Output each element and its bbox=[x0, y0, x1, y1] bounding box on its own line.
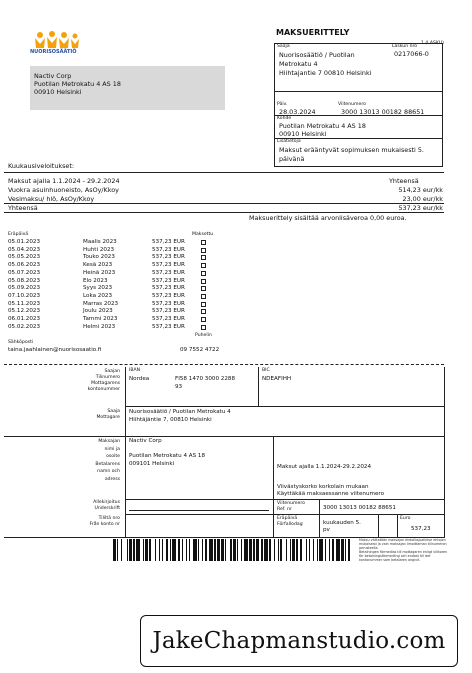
charges-total-label: Yhteensä bbox=[389, 177, 419, 185]
interest-line-2: Käyttäkää maksaessanne viitenumero bbox=[277, 491, 384, 497]
watermark-text: JakeChapmanstudio.com bbox=[152, 628, 446, 654]
giro-recipient-line-2: Hiihtäjäntie 7, 00810 Helsinki bbox=[129, 417, 212, 423]
logo-figures-icon bbox=[30, 30, 86, 60]
schedule-row-paid-checkbox[interactable] bbox=[201, 294, 206, 299]
schedule-row-paid-checkbox[interactable] bbox=[201, 279, 206, 284]
schedule-row-date: 07.10.2023 bbox=[8, 292, 41, 299]
euro-label: Euro bbox=[400, 516, 411, 521]
schedule-row-month: Kesä 2023 bbox=[83, 262, 113, 269]
schedule-row-date: 05.08.2023 bbox=[8, 277, 41, 284]
payer-address: Puotilan Metrokatu 4 AS 18 bbox=[129, 453, 206, 459]
schedule-row-month: Huhti 2023 bbox=[83, 246, 115, 253]
bic-label: BIC bbox=[262, 368, 270, 373]
charge-row-rent-label: Vuokra asuinhuoneisto, AsOy/Kkoy bbox=[8, 186, 119, 194]
email-label: Sähköposti bbox=[8, 340, 34, 345]
schedule-row-paid-checkbox[interactable] bbox=[201, 317, 206, 322]
schedule-row-date: 05.07.2023 bbox=[8, 269, 41, 276]
sender-name: Nuorisosäätiö / Puotilan bbox=[279, 51, 355, 59]
schedule-row-month: Marras 2023 bbox=[83, 300, 119, 307]
schedule-row-month: Elo 2023 bbox=[83, 277, 108, 284]
schedule-paid-header: Maksettu bbox=[192, 232, 214, 237]
schedule-row-date: 05.09.2023 bbox=[8, 285, 41, 292]
phone-label: Puhelin bbox=[195, 333, 212, 338]
iban-line-1: FI58 1470 3000 2288 bbox=[175, 376, 236, 382]
giro-period: Maksut ajalla 1.1.2024-29.2.2024 bbox=[277, 464, 372, 470]
schedule-row-date: 05.11.2023 bbox=[8, 300, 41, 307]
logo-text: NUORISOSÄÄTIÖ bbox=[30, 49, 77, 55]
schedule-row-paid-checkbox[interactable] bbox=[201, 248, 206, 253]
recipient-postal: 00910 Helsinki bbox=[34, 88, 82, 96]
invoice-date: 28.03.2024 bbox=[279, 108, 316, 116]
schedule-row-amount: 537,23 EUR bbox=[152, 323, 185, 330]
page-label: 1 (LASKU) bbox=[421, 41, 444, 46]
schedule-row-paid-checkbox[interactable] bbox=[201, 309, 206, 314]
schedule-row-date: 05.02.2023 bbox=[8, 323, 41, 330]
schedule-row-amount: 537,23 EUR bbox=[152, 254, 185, 261]
vat-note: Maksuerittely sisältää arvonlisäveroa 0,00 euroa. bbox=[249, 214, 407, 222]
giro-due-value: kuukauden 5. pv bbox=[323, 520, 361, 533]
schedule-row-amount: 537,23 EUR bbox=[152, 246, 185, 253]
charge-row-rent-amount: 514,23 eur/kk bbox=[398, 186, 443, 194]
schedule-row-amount: 537,23 EUR bbox=[152, 316, 185, 322]
schedule-row-amount: 537,23 EUR bbox=[152, 285, 185, 292]
schedule-row-month: Tammi 2023 bbox=[83, 316, 118, 322]
payment-barcode bbox=[113, 539, 353, 561]
sender-address: Hiihtajantie 7 00810 Helsinki bbox=[279, 69, 372, 77]
schedule-row-amount: 537,23 EUR bbox=[152, 239, 185, 245]
schedule-row-date: 05.06.2023 bbox=[8, 262, 41, 269]
signature-label: Allekirjoitus Underskrift bbox=[93, 500, 120, 511]
schedule-row-month: Syys 2023 bbox=[83, 285, 113, 292]
schedule-row-amount: 537,23 EUR bbox=[152, 262, 185, 269]
note-line-2: päivänä bbox=[279, 155, 305, 163]
schedule-row-amount: 537,23 EUR bbox=[152, 277, 185, 284]
reference-label: Viitenumero bbox=[338, 102, 366, 107]
charges-sum-label: Yhteensä bbox=[8, 204, 38, 212]
charges-title: Kuukausiveloitukset: bbox=[8, 162, 74, 170]
charges-period: Maksut ajalla 1.1.2024 - 29.2.2024 bbox=[8, 177, 120, 185]
schedule-row-paid-checkbox[interactable] bbox=[201, 271, 206, 276]
invoice-number: 0217066-0 bbox=[394, 50, 429, 58]
recipient-name: Nactiv Corp bbox=[34, 72, 72, 80]
giro-ref-value: 3000 13013 00182 88651 bbox=[323, 505, 396, 511]
reference-number: 3000 13013 00182 88651 bbox=[341, 108, 425, 116]
schedule-row-paid-checkbox[interactable] bbox=[201, 325, 206, 330]
iban-line-2: 93 bbox=[175, 384, 183, 390]
from-account-label: Tililtä nro Från konto nr bbox=[89, 516, 120, 527]
iban-label: IBAN bbox=[129, 368, 141, 373]
charge-row-water-label: Vesimaksu/ hlö, AsOy/Kkoy bbox=[8, 195, 95, 203]
schedule-row-month: Joulu 2023 bbox=[83, 308, 113, 315]
signature-line bbox=[129, 510, 269, 511]
date-label: Päiv. bbox=[277, 102, 288, 107]
property-label: Kohde bbox=[277, 116, 292, 121]
schedule-row-month: Heinä 2023 bbox=[83, 269, 116, 276]
schedule-row-amount: 537,23 EUR bbox=[152, 292, 185, 299]
recipient-street: Puotilan Metrokatu 4 AS 18 bbox=[34, 80, 121, 88]
invoice-number-label: Laskun nro bbox=[392, 44, 418, 49]
schedule-row-date: 06.01.2023 bbox=[8, 316, 41, 322]
schedule-row-month: Helmi 2023 bbox=[83, 323, 116, 330]
schedule-row-amount: 537,23 EUR bbox=[152, 300, 185, 307]
bic-value: NDEAFIHH bbox=[262, 376, 292, 382]
schedule-row-month: Maalis 2023 bbox=[83, 239, 117, 245]
schedule-row-paid-checkbox[interactable] bbox=[201, 263, 206, 268]
document-title: MAKSUERITTELY bbox=[276, 28, 350, 37]
property-line-1: Puotilan Metrokatu 4 AS 18 bbox=[279, 122, 366, 130]
charge-row-water-amount: 23,00 eur/kk bbox=[402, 195, 443, 203]
schedule-row-date: 05.05.2023 bbox=[8, 254, 41, 261]
contact-phone: 09 7552 4722 bbox=[180, 347, 220, 353]
schedule-row-month: Loka 2023 bbox=[83, 292, 113, 299]
organization-logo bbox=[30, 30, 86, 60]
giro-due-label: Eräpäivä Förfallodag bbox=[277, 516, 303, 527]
payer-postal: 009101 Helsinki bbox=[129, 461, 175, 467]
schedule-row-date: 05.01.2023 bbox=[8, 239, 41, 245]
note-label: Lisätietoja bbox=[277, 139, 301, 144]
schedule-row-date: 05.12.2023 bbox=[8, 308, 41, 315]
sender-street: Metrokatu 4 bbox=[279, 60, 318, 68]
schedule-row-month: Touko 2023 bbox=[83, 254, 115, 261]
schedule-due-header: Eräpäivä bbox=[8, 232, 29, 237]
charges-sum-amount: 537,23 eur/kk bbox=[398, 204, 443, 212]
bank-name: Nordea bbox=[129, 376, 150, 382]
property-line-2: 00910 Helsinki bbox=[279, 130, 327, 138]
schedule-row-paid-checkbox[interactable] bbox=[201, 286, 206, 291]
interest-line-1: Viivästyskorko korkolain mukaan bbox=[277, 484, 369, 490]
schedule-row-paid-checkbox[interactable] bbox=[201, 302, 206, 307]
payer-label: Maksajan nimi ja osoite Betalarens namn och adress bbox=[95, 439, 120, 482]
giro-recipient-label: Saaja Mottagare bbox=[96, 409, 120, 420]
recipient-account-label: Saajan Tilinumero Mottagarens kontonummer bbox=[87, 369, 120, 392]
schedule-row-paid-checkbox[interactable] bbox=[201, 240, 206, 245]
schedule-row-amount: 537,23 EUR bbox=[152, 269, 185, 276]
fine-print: Maksu välitetään maksajan ehdoilla/palkitse ehtojen mukaisesti ja vain maksajan ilmoittaman tilinumeron perusteella. Betalningen förmedlas till mottagaren enligt villkoren för betalningsförmedling och endast till det kontonummer som betalaren angivit. bbox=[359, 538, 448, 563]
giro-recipient-line-1: Nuorisosäätiö / Puotilan Metrokatu 4 bbox=[129, 409, 231, 415]
giro-ref-label: Viitenumero Ref. nr bbox=[277, 501, 305, 512]
schedule-row-amount: 537,23 EUR bbox=[152, 308, 185, 315]
payer-name: Nactiv Corp bbox=[129, 438, 162, 444]
note-line-1: Maksut erääntyvät sopimuksen mukaisesti 5. bbox=[279, 146, 424, 154]
watermark-banner bbox=[140, 615, 458, 667]
euro-amount: 537,23 bbox=[411, 526, 431, 532]
schedule-row-paid-checkbox[interactable] bbox=[201, 255, 206, 260]
schedule-row-date: 05.04.2023 bbox=[8, 246, 41, 253]
sender-label: Saaja bbox=[277, 44, 290, 49]
contact-email: taina.jaahlainen@nuorisosaatio.fi bbox=[8, 347, 102, 353]
